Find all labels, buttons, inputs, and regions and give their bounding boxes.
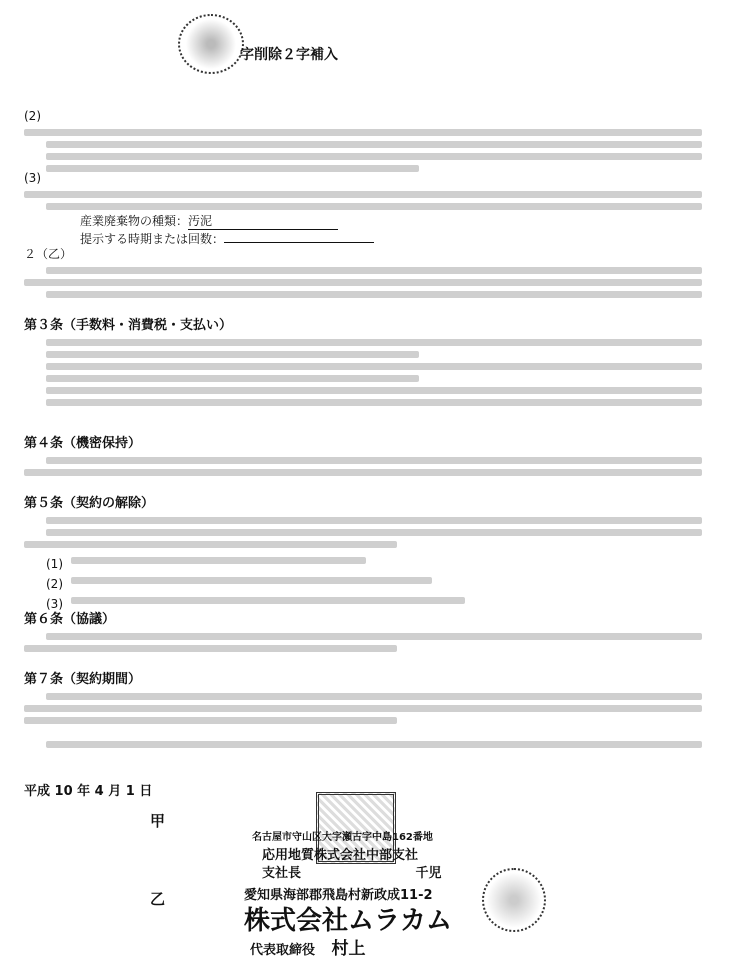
article-3	[24, 318, 702, 410]
report-field	[80, 230, 374, 247]
text-line	[46, 387, 702, 394]
clause-2	[24, 108, 702, 176]
article-7-heading: 第７条（契約期間）	[24, 672, 142, 687]
text-line	[24, 541, 397, 548]
waste-type-value: 汚泥	[188, 212, 338, 230]
party-b-rep-name: 村上	[331, 939, 366, 959]
text-line	[46, 267, 702, 274]
text-line	[24, 191, 702, 198]
party-b-label: 乙	[150, 890, 166, 908]
text-line	[24, 279, 702, 286]
text-line	[71, 557, 366, 564]
clause-2-number: (2)	[24, 109, 41, 123]
text-line	[46, 399, 702, 406]
clause-3-number: (3)	[24, 171, 41, 185]
text-line	[46, 339, 702, 346]
text-line	[71, 577, 432, 584]
text-line	[46, 291, 702, 298]
text-line	[46, 153, 702, 160]
article-5-item-2	[46, 572, 702, 592]
party-a-address: 名古屋市守山区大字瀬古字中島162番地	[252, 832, 433, 843]
party-a-rep-name: 千児	[415, 866, 442, 881]
article-6-heading: 第６条（協議）	[24, 612, 116, 627]
party-a-label: 甲	[150, 812, 166, 830]
text-line	[24, 717, 397, 724]
item-number: (3)	[46, 597, 63, 611]
clause-3	[24, 170, 702, 214]
waste-type-label: 産業廃棄物の種類：	[80, 214, 189, 228]
contract-date: 平成 10 年 4 月 1 日	[24, 784, 153, 799]
party-b-representative	[250, 934, 366, 959]
otsu-clause	[24, 246, 702, 302]
report-value	[224, 242, 374, 243]
text-line	[46, 517, 702, 524]
party-b-address: 愛知県海部郡飛島村新政成11-2	[244, 888, 433, 903]
article-4	[24, 436, 702, 480]
text-line	[46, 375, 419, 382]
text-line	[46, 203, 702, 210]
text-line	[24, 129, 702, 136]
waste-type-field	[80, 212, 338, 230]
item-number: (2)	[46, 577, 63, 591]
party-b-rep-title: 代表取締役	[250, 943, 316, 958]
text-line	[46, 633, 702, 640]
article-5-heading: 第５条（契約の解除）	[24, 496, 155, 511]
text-line	[24, 469, 702, 476]
article-6	[24, 612, 702, 656]
article-5	[24, 496, 702, 612]
article-7	[24, 672, 702, 752]
text-line	[46, 693, 702, 700]
text-line	[46, 363, 702, 370]
article-3-heading: 第３条（手数料・消費税・支払い）	[24, 318, 233, 333]
correction-seal-icon	[178, 14, 244, 74]
text-line	[46, 741, 702, 748]
party-a-representative	[262, 862, 442, 881]
text-line	[71, 597, 465, 604]
company-seal-icon	[482, 868, 546, 932]
party-b-company: 株式会社ムラカム	[244, 906, 453, 936]
text-line	[46, 457, 702, 464]
article-5-item-3	[46, 592, 702, 612]
article-5-item-1	[46, 552, 702, 572]
correction-note: 字削除２字補入	[240, 47, 338, 63]
report-label: 提示する時期または回数：	[80, 232, 225, 246]
text-line	[46, 529, 702, 536]
text-line	[24, 645, 397, 652]
article-4-heading: 第４条（機密保持）	[24, 436, 142, 451]
text-line	[24, 705, 702, 712]
item-number: (1)	[46, 557, 63, 571]
otsu-heading: ２（乙）	[24, 247, 73, 261]
party-a-rep-title: 支社長	[262, 866, 302, 881]
text-line	[46, 141, 702, 148]
text-line	[46, 351, 419, 358]
party-a-company: 応用地質株式会社中部支社	[262, 848, 419, 863]
